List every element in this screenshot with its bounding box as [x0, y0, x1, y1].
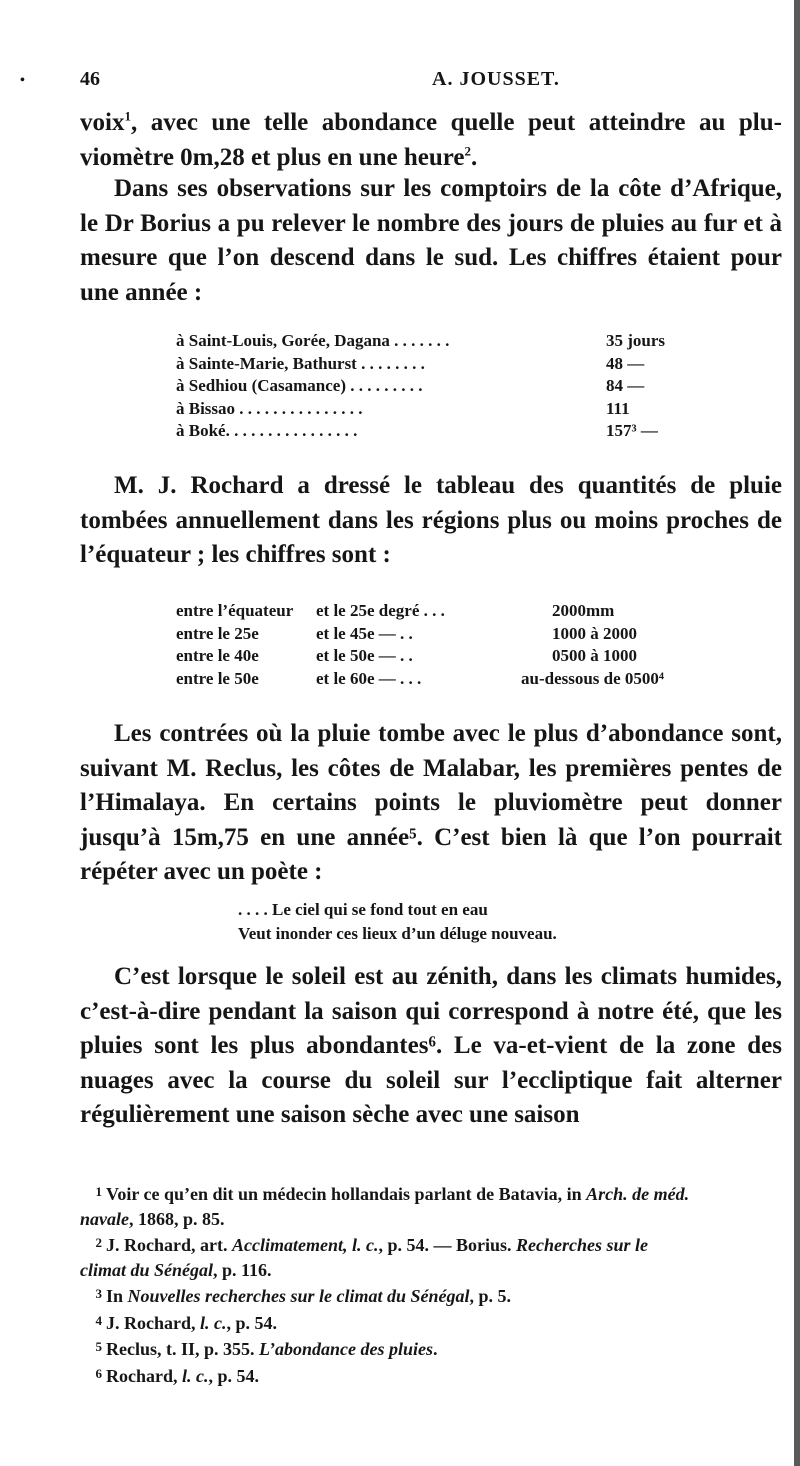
- table-row: entre le 25e et le 45e — . . 1000 à 2000: [176, 623, 637, 643]
- rainy-days-table: [176, 330, 696, 443]
- verse-line: Veut inonder ces lieux d’un déluge nouveau.: [238, 924, 557, 943]
- paragraph-3: M. J. Rochard a dressé le tableau des quantités de pluie tombées annuellement dans les régions plus ou moins proches de l’équateur ; les chiffres sont :: [80, 472, 782, 568]
- table-row: à Sainte-Marie, Bathurst . . . . . . . . 48 —: [176, 353, 645, 373]
- table-row: entre l’équateur et le 25e degré . . . 2000mm: [176, 601, 615, 620]
- margin-mark: •: [20, 73, 25, 88]
- page-edge-shadow: [794, 0, 800, 1466]
- running-head: [80, 64, 780, 94]
- footnote: 1 Voir ce qu’en dit un médecin hollandais parlant de Batavia, in Arch. de méd.: [95, 1184, 690, 1204]
- footnote: navale, 1868, p. 85.: [80, 1208, 225, 1229]
- table-row: entre le 40e et le 50e — . . 0500 à 1000: [176, 646, 637, 665]
- paragraph-1: voix$^1$, avec une telle abondance quelle peut atteindre au plu- viomètre 0m,28 et plus en une heure$^2$.: [80, 108, 782, 171]
- rainfall-table: [176, 600, 736, 690]
- footnote: climat du Sénégal, p. 116.: [80, 1259, 272, 1280]
- table-row: à Boké. . . . . . . . . . . . . . . . 157³ —: [176, 421, 658, 440]
- paragraph-1-text: avec une telle abondance quelle peut atteindre au plu- viomètre 0m,28 et plus en une heure: [80, 109, 782, 171]
- footnotes: [80, 1180, 782, 1388]
- footnote: 6 Rochard, l. c., p. 54.: [95, 1365, 260, 1386]
- table-row: à Sedhiou (Casamance) . . . . . . . . . 84 —: [176, 376, 645, 395]
- table-row: à Saint-Louis, Gorée, Dagana . . . . . . . 35 jours: [176, 331, 666, 350]
- footnote: 2 J. Rochard, art. Acclimatement, l. c., p. 54. — Borius. Recherches sur le: [95, 1235, 648, 1255]
- table-row: entre le 50e et le 60e — . . . au-dessous de 0500⁴: [176, 668, 665, 688]
- page-number: 46: [80, 68, 100, 90]
- verse-quote: [238, 898, 557, 946]
- paragraph-2: Dans ses observations sur les comptoirs de la côte d’Afrique, le Dr Borius a pu relever le nombre des jours de pluies au fur et à mesure que l’on descend dans le sud. Les chiffres étaient pour une année :: [80, 175, 782, 306]
- table-row: à Bissao . . . . . . . . . . . . . . . 111: [176, 398, 630, 418]
- running-title: A. JOUSSET.: [432, 68, 560, 90]
- footnote: 3 In Nouvelles recherches sur le climat du Sénégal, p. 5.: [95, 1286, 512, 1306]
- verse-line: . . . . Le ciel qui se fond tout en eau: [238, 900, 488, 919]
- footnote: 5 Reclus, t. II, p. 355. L’abondance des pluies.: [95, 1339, 438, 1359]
- footnote: 4 J. Rochard, l. c., p. 54.: [95, 1312, 278, 1333]
- paragraph-5: C’est lorsque le soleil est au zénith, dans les climats humides, c’est-à-dire pendant la saison qui correspond à notre été, que les pluies sont les plus abondantes⁶. Le va-et-vient de la zone des nuages avec la course du soleil sur l’eccliptique fait alterner régulièrement une saison sèche avec une saison: [80, 963, 782, 1128]
- paragraph-4: Les contrées où la pluie tombe avec le plus d’abondance sont, suivant M. Reclus, les côtes de Malabar, les premières pentes de l’Himalaya. En certains points le pluviomètre peut donner jusqu’à 15m,75 en une année⁵. C’est bien là que l’on pourrait répéter avec un poète :: [80, 720, 782, 885]
